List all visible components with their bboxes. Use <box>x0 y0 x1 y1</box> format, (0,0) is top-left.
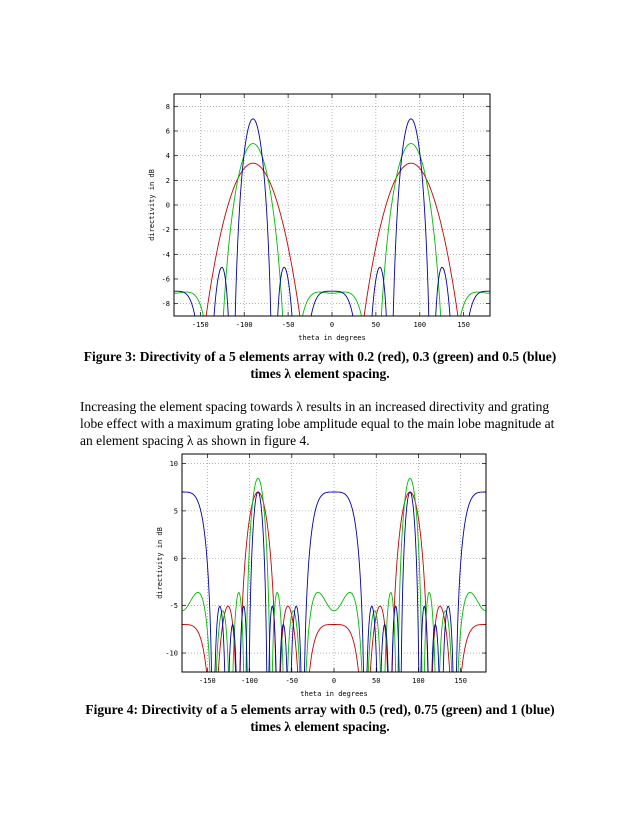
figure-4-caption <box>60 701 580 735</box>
figure-3-caption <box>60 348 580 382</box>
y-tick-label: -6 <box>161 275 170 284</box>
figure-4-chart <box>138 452 498 702</box>
paragraph-line3: an element spacing λ as shown in figure 4. <box>80 433 310 448</box>
x-tick-label: 150 <box>457 321 470 329</box>
y-tick-label: 5 <box>173 507 178 516</box>
y-tick-label: 4 <box>165 152 170 161</box>
y-tick-label: 0 <box>173 554 178 563</box>
y-tick-label: 0 <box>165 201 170 210</box>
figure-3-chart <box>138 92 498 348</box>
x-axis-label: theta in degrees <box>300 690 368 698</box>
figure-3-plot <box>138 92 498 348</box>
x-tick-label: 100 <box>412 677 425 685</box>
paragraph-line2: lobe effect with a maximum grating lobe amplitude equal to the main lobe magnitude at <box>80 416 555 431</box>
x-tick-label: 100 <box>413 321 427 329</box>
x-tick-label: 0 <box>329 321 335 329</box>
paragraph-line1: Increasing the element spacing towards λ results in an increased directivity and grating <box>80 399 550 414</box>
x-tick-label: 0 <box>331 677 337 685</box>
body-paragraph <box>80 398 560 449</box>
x-tick-label: 50 <box>372 677 381 685</box>
x-tick-label: -150 <box>191 321 209 329</box>
y-tick-label: -5 <box>169 602 178 611</box>
x-tick-label: -150 <box>198 677 216 685</box>
x-axis-label: theta in degrees <box>298 334 366 342</box>
y-axis-label: directivity in dB <box>148 169 156 241</box>
figure-4-caption-line2: times λ element spacing. <box>250 719 390 734</box>
x-tick-label: 50 <box>371 321 381 329</box>
y-axis-label: directivity in dB <box>156 527 164 599</box>
y-tick-label: 10 <box>169 459 178 468</box>
x-tick-label: -50 <box>281 321 295 329</box>
y-tick-label: -8 <box>161 300 170 309</box>
figure-4-plot <box>138 452 498 702</box>
y-tick-label: 8 <box>165 102 170 111</box>
x-tick-label: -100 <box>241 677 258 685</box>
x-tick-label: -50 <box>285 677 299 685</box>
figure-3-caption-line1: Figure 3: Directivity of a 5 elements array with 0.2 (red), 0.3 (green) and 0.5 (blue) <box>83 349 557 364</box>
y-tick-label: 2 <box>165 176 170 185</box>
plot-area <box>182 454 486 672</box>
y-tick-label: -10 <box>165 649 178 658</box>
x-tick-label: -100 <box>235 321 253 329</box>
figure-3-caption-line2: times λ element spacing. <box>250 366 390 381</box>
y-tick-label: 6 <box>165 127 170 136</box>
x-tick-label: 150 <box>454 677 467 685</box>
y-tick-label: -2 <box>161 226 170 235</box>
figure-4-caption-line1: Figure 4: Directivity of a 5 elements array with 0.5 (red), 0.75 (green) and 1 (blue) <box>85 702 555 717</box>
y-tick-label: -4 <box>161 250 170 259</box>
